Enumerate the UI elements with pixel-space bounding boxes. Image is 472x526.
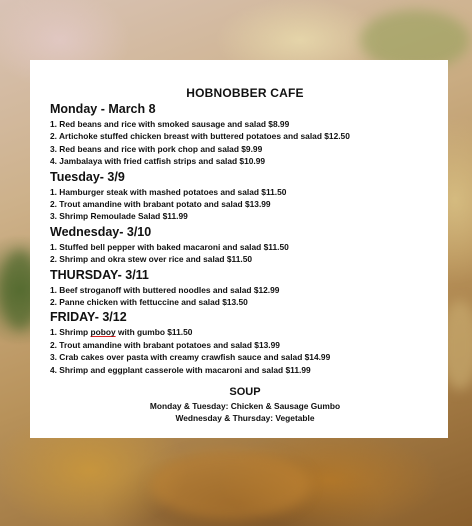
menu-item: 1. Hamburger steak with mashed potatoes and salad $11.50 <box>50 186 287 197</box>
menu-item: 2. Artichoke stuffed chicken breast with buttered potatoes and salad $12.50 <box>50 131 350 142</box>
menu-item: 3. Red beans and rice with pork chop and salad $9.99 <box>50 143 263 154</box>
menu-item: 1. Stuffed bell pepper with baked macaroni and salad $11.50 <box>50 241 289 252</box>
menu-item: 1. Beef stroganoff with buttered noodles and salad $12.99 <box>50 284 280 295</box>
menu-item: 3. Shrimp Remoulade Salad $11.99 <box>50 211 188 222</box>
day-heading-thursday: THURSDAY- 3/11 <box>50 267 149 282</box>
soup-line: Wednesday & Thursday: Vegetable <box>175 413 315 424</box>
menu-item: 2. Trout amandine with brabant potatoes and salad $13.99 <box>50 339 280 350</box>
day-heading-friday: FRIDAY- 3/12 <box>50 310 127 325</box>
day-heading-wednesday: Wednesday- 3/10 <box>50 224 152 239</box>
day-heading-tuesday: Tuesday- 3/9 <box>50 169 125 184</box>
menu-item-text: 1. Shrimp <box>50 327 91 338</box>
soup-line: Monday & Tuesday: Chicken & Sausage Gumbo <box>149 401 341 412</box>
menu-card <box>30 60 448 438</box>
menu-item: 2. Trout amandine with brabant potato and salad $13.99 <box>50 199 271 210</box>
day-heading-monday: Monday - March 8 <box>50 102 156 116</box>
menu-item: 4. Shrimp and eggplant casserole with macaroni and salad $11.99 <box>50 364 311 375</box>
menu-item: 2. Shrimp and okra stew over rice and salad $11.50 <box>50 254 253 265</box>
menu-item-text: with gumbo $11.50 <box>115 327 193 338</box>
cafe-title: HOBNOBBER CAFE <box>186 86 304 100</box>
menu-item <box>50 326 432 338</box>
menu-item: 1. Red beans and rice with smoked sausage and salad $8.99 <box>50 119 290 129</box>
menu-item: 3. Crab cakes over pasta with creamy crawfish sauce and salad $14.99 <box>50 352 331 363</box>
menu-item: 2. Panne chicken with fettuccine and salad $13.50 <box>50 297 248 308</box>
background-food-blob <box>150 450 310 520</box>
spellcheck-word: poboy <box>90 327 116 338</box>
soup-title: SOUP <box>229 386 261 399</box>
menu-item: 4. Jambalaya with fried catfish strips and salad $10.99 <box>50 156 266 167</box>
